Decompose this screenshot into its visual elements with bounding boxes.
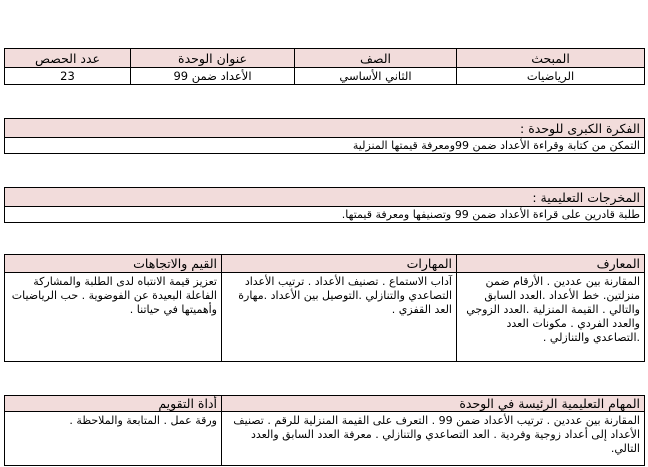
knowledge-skills-values-table (4, 254, 645, 362)
assessment-cell: ورقة عمل . المتابعة والملاحظة . (5, 412, 222, 466)
tasks-header: المهام التعليمية الرئيسة في الوحدة (222, 396, 645, 412)
knowledge-cell: المقارنة بين عددين . الأرقام ضمن منزلتين. خط الأعداد .العدد السابق والتالي . القيمة المنزلية .العدد الزوجي والعدد الفردي . مكونات العدد .التصاعدي والتنازلي . (457, 273, 645, 362)
grade-header: الصف (295, 49, 457, 68)
unit-title-value: الأعداد ضمن 99 (131, 68, 295, 85)
unit-title-header: عنوان الوحدة (131, 49, 295, 68)
tasks-cell: المقارنة بين عددين . ترتيب الأعداد ضمن 99 . التعرف على القيمة المنزلية للرقم . تصنيف الأعداد إلى أعداد زوجية وفردية . العد التصاعدي والتنازلي . معرفة العدد السابق والعدد التالي. (222, 412, 645, 466)
outcomes-table (4, 187, 645, 223)
tasks-assessment-table (4, 395, 645, 466)
outcomes-title: المخرجات التعليمية : (5, 188, 645, 207)
subject-value: الرياضيات (457, 68, 645, 85)
periods-value: 23 (5, 68, 131, 85)
big-idea-text: التمكن من كتابة وقراءة الأعداد ضمن 99ومعرفة قيمتها المنزلية (5, 138, 645, 154)
knowledge-header: المعارف (457, 255, 645, 273)
subject-header: المبحث (457, 49, 645, 68)
unit-info-table (4, 48, 645, 85)
values-cell: تعزيز قيمة الانتباه لدى الطلبة والمشاركة الفاعلة البعيدة عن الفوضوية . حب الرياضيات وأهميتها في حياتنا . (5, 273, 222, 362)
grade-value: الثاني الأساسي (295, 68, 457, 85)
skills-header: المهارات (222, 255, 457, 273)
big-idea-title: الفكرة الكبرى للوحدة : (5, 119, 645, 138)
values-header: القيم والاتجاهات (5, 255, 222, 273)
assessment-header: أداة التقويم (5, 396, 222, 412)
periods-header: عدد الحصص (5, 49, 131, 68)
big-idea-table (4, 118, 645, 154)
skills-cell: آداب الاستماع . تصنيف الأعداد . ترتيب الأعداد التصاعدي والتنازلي .التوصيل بين الأعداد .مهارة العد القفزي . (222, 273, 457, 362)
outcomes-text: طلبة قادرين على قراءة الأعداد ضمن 99 وتصنيفها ومعرفة قيمتها. (5, 207, 645, 223)
